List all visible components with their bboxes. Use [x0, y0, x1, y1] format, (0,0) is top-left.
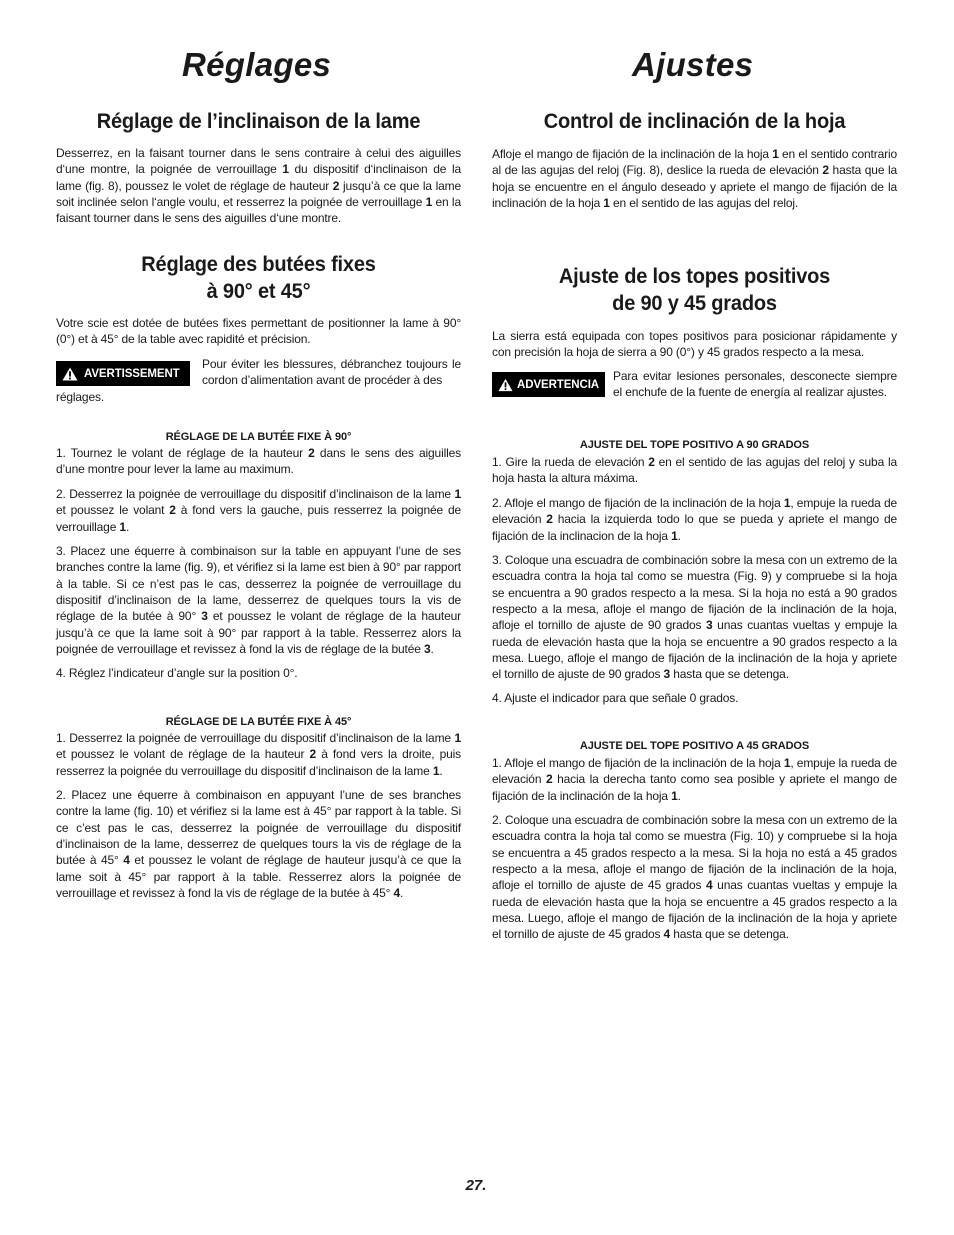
reference-number: 3 — [663, 667, 671, 682]
step-90-1-spanish: 1. Gire la rueda de elevación 2 en el sentido de las agujas del reloj y suba la hoja hasta la altura máxima. — [492, 455, 897, 486]
heading-line: Réglage des butées fixes — [141, 252, 376, 276]
reference-number: 1 — [783, 496, 791, 510]
reference-number: 2 — [546, 512, 553, 527]
reference-number: 1 — [671, 788, 678, 803]
heading-line: de 90 y 45 grados — [612, 291, 777, 315]
reference-number: 1 — [603, 196, 610, 211]
reference-number: 4 — [663, 927, 671, 942]
step-90-3-french: 3. Placez une équerre à combinaison sur la table en appuyant l’une de ses branches contre la lame (fig. 9), et vérifiez si la lame est bien à 90° par rapport à la table. Si ce n’est pas le cas, desserrez la poignée de verrouillage du dispositif d’inclinaison de la lame, desserrez de quelques tours la vis de réglage de la butée à 90° 3 et poussez le volant de réglage de la hauteur jusqu’à ce que la lame soit à 90° par rapport à la table. Resserrez alors la poignée de verrouillage et revissez à fond la vis de réglage de la butée 3. — [56, 544, 461, 657]
step-90-1-french: 1. Tournez le volant de réglage de la hauteur 2 dans le sens des aiguilles d’une montre pour lever la lame au maximum. — [56, 446, 461, 477]
warning-triangle-icon — [498, 378, 513, 392]
reference-number: 1 — [454, 731, 461, 745]
reference-number: 1 — [432, 763, 440, 778]
reference-number: 2 — [822, 163, 829, 178]
reference-number: 2 — [545, 772, 553, 787]
warning-triangle-icon — [62, 367, 78, 381]
reference-number: 1 — [425, 195, 433, 210]
step-90-2-spanish: 2. Afloje el mango de fijación de la inclinación de la hoja 1, empuje la rueda de elevación 2 hacia la izquierda todo lo que se pueda y apriete el mango de fijación de la inclinacion de la hoja 1. — [492, 496, 897, 543]
step-45-1-french: 1. Desserrez la poignée de verrouillage du dispositif d’inclinaison de la lame 1 et poussez le volant de réglage de la hauteur 2 à fond vers la droite, puis resserrez la poignée du verrouillage du dispositif d’inclinaison de la lame 1. — [56, 731, 461, 778]
reference-number: 2 — [169, 503, 176, 518]
step-45-2-french: 2. Placez une équerre à combinaison en appuyant l’une de ses branches contre la lame (fig. 10) et vérifiez si la lame est à 45° par rapport à la table. Si ce c’est pas le cas, desserrez la poignée de verrouillage du dispositif d’inclinaison de la lame, desserrez de quelques tours la vis de réglage de la butée à 45° 4 et poussez le volant de réglage de hauteur jusqu’à ce que la lame soit à 45° par rapport à la table. Resserrez alors la poignée de verrouillage et revissez à fond la vis de réglage de la butée à 45° 4. — [56, 788, 461, 901]
page-title-spanish: Ajustes — [632, 46, 754, 83]
reference-number: 3 — [423, 642, 431, 657]
reference-number: 1 — [454, 487, 461, 501]
heading-line: Ajuste de los topes positivos — [558, 264, 831, 288]
step-90-3-spanish: 3. Coloque una escuadra de combinación sobre la mesa con un extremo de la escuadra contra la hoja tal como se muestra (Fig. 9) y compruebe si la hoja se encuentra a 90 grados respecto a la mesa. Si la hoja no está a 90 grados respecto a la mesa, afloje el mango de fijación de la inclinación de la hoja, afloje el tornillo de ajuste de 90 grados 3 unas cuantas vueltas y empuje la rueda de elevación hasta que la hoja se encuentre a 90 grados respecto a la mesa. Luego, afloje el mango de fijación de la inclinación de la hoja y apriete el tornillo de ajuste de 90 grados 3 hasta que se detenga. — [492, 553, 897, 682]
warning-text-french-line1: Pour éviter les blessures, débranchez toujours le cordon d’alimentation avant de procéder à des — [202, 357, 461, 388]
reference-number: 2 — [308, 446, 315, 460]
page-number-text: 27. — [465, 1177, 487, 1194]
warning-label: ADVERTENCIA — [517, 378, 599, 391]
warning-text-spanish: Para evitar lesiones personales, desconecte siempre el enchufe de la fuente de energía al realizar ajustes. — [613, 369, 897, 400]
warning-label: AVERTISSEMENT — [84, 367, 180, 380]
subheading-stop-90-spanish: AJUSTE DEL TOPE POSITIVO A 90 GRADOS — [579, 439, 810, 451]
step-90-4-french: 4. Réglez l’indicateur d’angle sur la position 0°. — [56, 666, 298, 680]
reference-number: 1 — [772, 147, 779, 161]
heading-line: à 90° et 45° — [206, 279, 311, 303]
page-title-french: Réglages — [182, 46, 332, 83]
reference-number: 3 — [201, 609, 208, 624]
warning-text-french-line2: réglages. — [56, 390, 105, 404]
paragraph-intro-spanish: La sierra está equipada con topes positivos para posicionar rápidamente y con precisión la hoja de sierra a 90 (0°) y 45 grados respecto a la mesa. — [492, 329, 897, 360]
step-90-2-french: 2. Desserrez la poignée de verrouillage du dispositif d’inclinaison de la lame 1 et poussez le volant 2 à fond vers la gauche, puis resserrez la poignée de verrouillage 1. — [56, 487, 461, 534]
subheading-stop-45-spanish: AJUSTE DEL TOPE POSITIVO A 45 GRADOS — [579, 740, 810, 752]
step-45-2-spanish: 2. Coloque una escuadra de combinación sobre la mesa con un extremo de la escuadra contra la hoja tal como se muestra (Fig. 10) y compruebe si la hoja se encuentra a 45 grados respecto a la mesa. Si la hoja no está a 45 grados respecto a la mesa, afloje el mango de fijación de la inclinación de la hoja, afloje el tornillo de ajuste de 45 grados 4 unas cuantas vueltas y empuje la rueda de elevación hasta que la hoja se encuentre a 45 grados respecto a la mesa. Luego, afloje el mango de fijación de la inclinación de la hoja y apriete el tornillo de ajuste de 45 grados 4 hasta que se detenga. — [492, 813, 897, 942]
reference-number: 4 — [393, 886, 401, 901]
subheading-stop-90-french: RÉGLAGE DE LA BUTÉE FIXE À 90° — [165, 431, 352, 443]
warning-badge-spanish — [492, 372, 605, 397]
heading-positive-stops-spanish — [506, 263, 883, 317]
paragraph-blade-tilt-french: Desserrez, en la faisant tourner dans le sens contraire à celui des aiguilles d‘une montre, la poignée de verrouillage 1 du dispositif d‘inclinaison de la lame (fig. 8), poussez le volet de réglage de hauteur 2 jusqu’à ce que la lame soit inclinée selon l‘angle voulu, et resserrez la poignée de verrouillage 1 en la faisant tourner dans le sens des aiguilles d‘une montre. — [56, 146, 461, 226]
reference-number: 1 — [783, 756, 791, 770]
step-45-1-spanish: 1. Afloje el mango de fijación de la inclinación de la hoja 1, empuje la rueda de elevación 2 hacia la derecha tanto como sea posible y apriete el mango de fijación de la inclinación de la hoja 1. — [492, 756, 897, 803]
reference-number: 4 — [706, 878, 713, 893]
reference-number: 2 — [648, 455, 655, 469]
warning-badge-french — [56, 361, 190, 386]
heading-blade-tilt-french: Réglage de l’inclinaison de la lame — [96, 109, 421, 133]
step-90-4-spanish: 4. Ajuste el indicador para que señale 0 grados. — [492, 691, 739, 705]
reference-number: 4 — [123, 853, 130, 868]
heading-positive-stops-french — [70, 251, 447, 305]
reference-number: 2 — [309, 747, 317, 762]
page-number — [0, 1177, 954, 1194]
reference-number: 2 — [332, 178, 340, 193]
reference-number: 1 — [282, 162, 289, 177]
paragraph-intro-french: Votre scie est dotée de butées fixes permettant de positionner la lame à 90° (0°) et à 45° de la table avec rapidité et précision. — [56, 316, 461, 347]
reference-number: 1 — [671, 528, 678, 543]
heading-blade-tilt-spanish: Control de inclinación de la hoja — [543, 109, 846, 133]
reference-number: 1 — [119, 519, 126, 534]
paragraph-blade-tilt-spanish: Afloje el mango de fijación de la inclinación de la hoja 1 en el sentido contrario al de las agujas del reloj (Fig. 8), deslice la rueda de elevación 2 hasta que la hoja se encuentre en el ángulo deseado y apriete el mango de fijación de la inclinación de la hoja 1 en el sentido de las agujas del reloj. — [492, 147, 897, 211]
subheading-stop-45-french: RÉGLAGE DE LA BUTÉE FIXE À 45° — [165, 716, 352, 728]
reference-number: 3 — [706, 618, 713, 633]
